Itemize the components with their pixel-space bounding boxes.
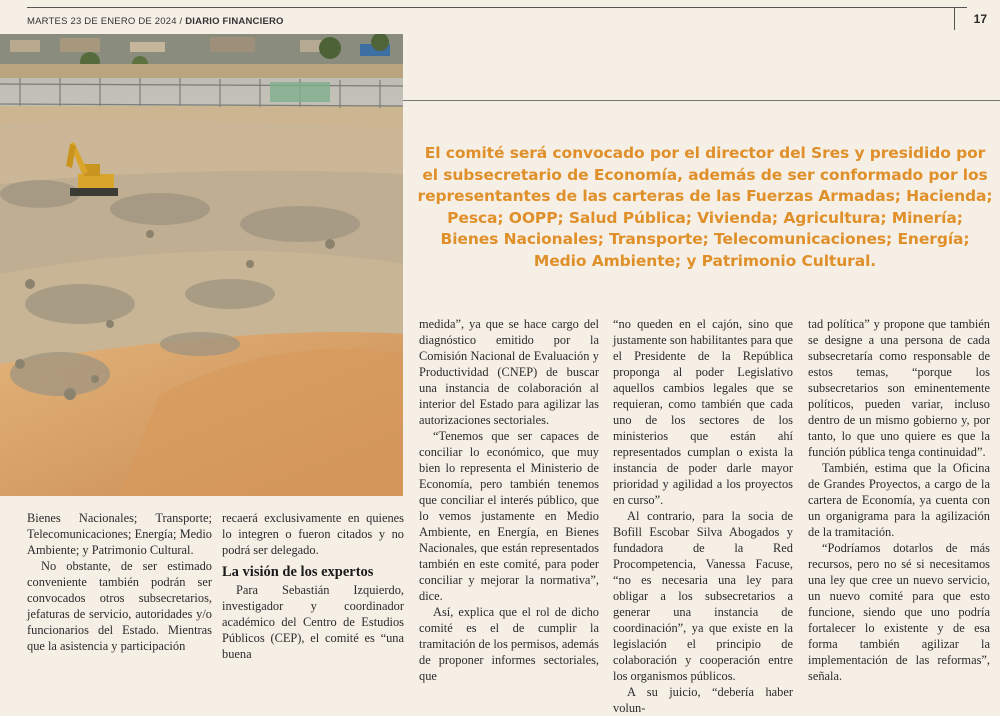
paragraph: tad política” y propone que también se designe a una persona de cada subsecretaría como responsable de estos temas, “porque los subsecretarios son eminentemente políticos, pueden variar, incluso dentro de un mismo gobierno y, por tanto, lo que uno quiere es que la función pública tenga continuidad”.: [808, 317, 990, 459]
paragraph: Al contrario, para la socia de Bofill Escobar Silva Abogados y fundadora de la Red Procompetencia, Vanessa Facuse, “no es necesaria una ley para obligar a los subsecretarios a generar una instancia de coordinación”, ya que existe en la legislación el principio de colaboración y cooperación entre los organismos públicos.: [613, 509, 793, 683]
paragraph: “Podríamos dotarlos de más recursos, pero no sé si necesitamos una ley que cree un nuevo servicio, un nuevo comité para que esto funcione, siendo que uno podría fortalecer lo existente y de esa forma también agilizar la implementación de las reformas”, señala.: [808, 541, 990, 683]
paragraph: Bienes Nacionales; Transporte; Telecomunicaciones; Energía; Medio Ambiente; y Patrimonio Cultural.: [27, 511, 212, 557]
article-column-3: [419, 316, 599, 684]
paragraph: Para Sebastián Izquierdo, investigador y coordinador académico del Centro de Estudios Públicos (CEP), el comité es “una buena: [222, 583, 404, 661]
page-header: [27, 10, 987, 32]
pull-quote: El comité será convocado por el director del Sres y presidido por el subsecretario de Economía, además de ser conformado por los representantes de las carteras de las Fuerzas Armadas; Hacienda; Pesca; OOPP; Salud Pública; Vivienda; Agricultura; Minería; Bienes Nacionales; Transporte; Telecomunicaciones; Energía; Medio Ambiente; y Patrimonio Cultural.: [417, 144, 993, 270]
header-date: MARTES 23 DE ENERO DE 2024: [27, 16, 177, 27]
pull-quote-rule: [403, 100, 1000, 101]
page-number: 17: [973, 12, 987, 26]
construction-site-image: [0, 34, 403, 496]
paragraph: medida”, ya que se hace cargo del diagnóstico emitido por la Comisión Nacional de Evaluación y Productividad (CNEP) de buscar una instancia de colaboración al interior del Estado para agilizar las autorizaciones sectoriales.: [419, 317, 599, 427]
paragraph: recaerá exclusivamente en quienes lo integren o fueron citados y no podrá ser delegado.: [222, 511, 404, 557]
article-photo: [0, 34, 403, 496]
header-dateline: [27, 16, 284, 27]
paragraph: Así, explica que el rol de dicho comité es el de cumplir la tramitación de los permisos, además de proponer informes sectoriales, que: [419, 605, 599, 683]
paragraph: También, estima que la Oficina de Grandes Proyectos, a cargo de la cartera de Economía, ya cuenta con un organigrama para la agilización de la tramitación.: [808, 461, 990, 539]
header-rule: [27, 7, 967, 8]
section-heading: La visión de los expertos: [222, 564, 374, 580]
header-separator: /: [179, 16, 183, 27]
article-column-4: [613, 316, 793, 716]
paragraph: No obstante, de ser estimado conveniente también podrán ser convocados otros subsecretarios, jefaturas de servicio, autoridades y/o funcionarios del Estado. Mientras que la asistencia y participación: [27, 559, 212, 653]
article-column-2: [222, 510, 404, 662]
page-number-divider: [954, 8, 955, 30]
article-column-1: [27, 510, 212, 654]
header-publication: DIARIO FINANCIERO: [185, 16, 284, 27]
paragraph: “Tenemos que ser capaces de conciliar lo económico, que muy bien lo representa el Ministerio de Economía, pero también tenemos que conciliar el interés público, que lo vemos justamente en Medio Ambiente, en Energía, en Bienes Nacionales, que están representados también en este comité, para poder conciliar y mejorar la normativa”, dice.: [419, 429, 599, 603]
article-column-5: [808, 316, 990, 684]
paragraph: A su juicio, “debería haber volun-: [613, 685, 793, 715]
paragraph: “no queden en el cajón, sino que justamente son habilitantes para que el Presidente de la República proponga al poder Legislativo aquellos cambios legales que se requieran, como también que cada uno de los sectores de los ministerios que están ahí representados cumplan o exista la instancia de poder darle mayor prioridad y agilidad a los proyectos en curso”.: [613, 317, 793, 507]
